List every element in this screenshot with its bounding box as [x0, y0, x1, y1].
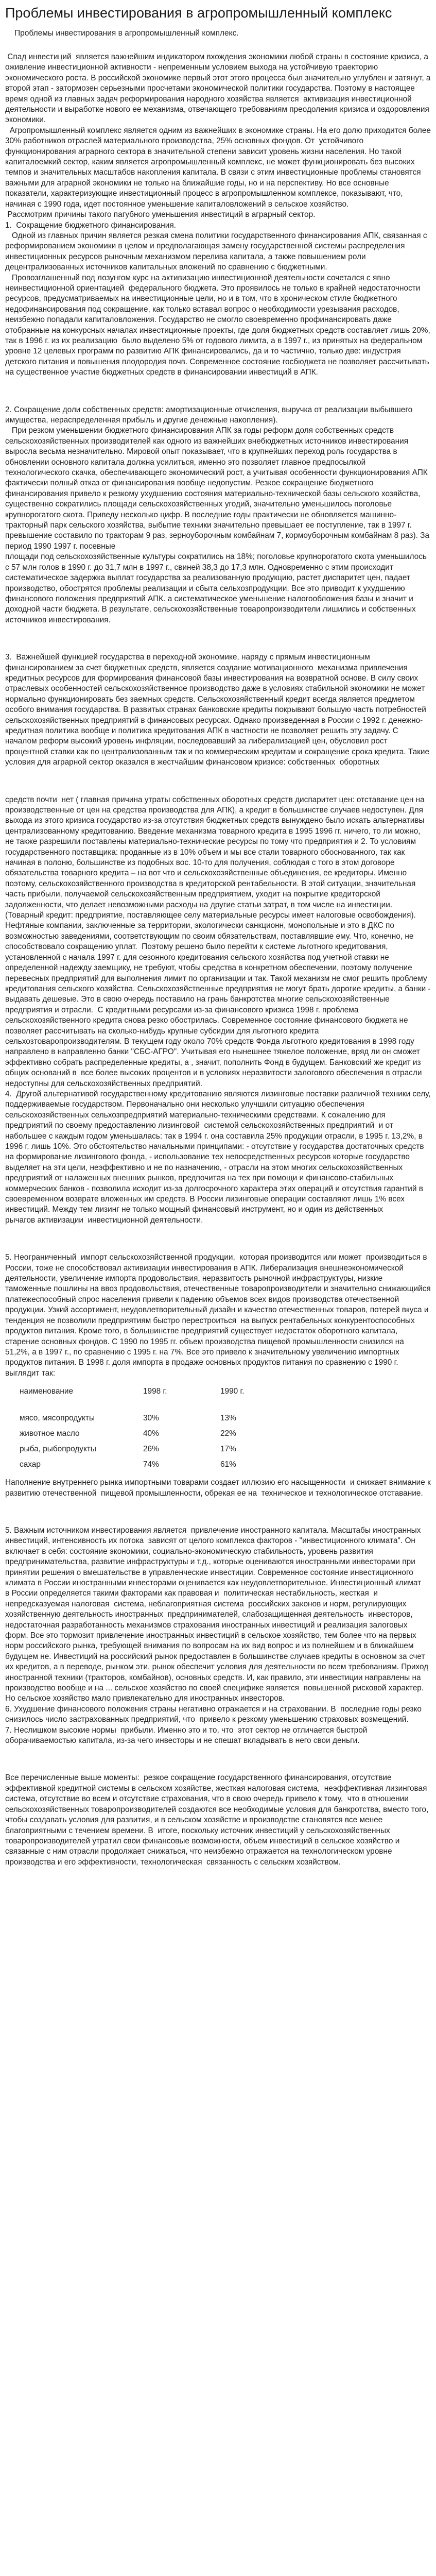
table-row — [20, 1411, 282, 1426]
table-cell: 61% — [220, 1460, 236, 1469]
table-cell: 30% — [143, 1414, 159, 1423]
paragraph: средств почти нет ( главная причина утраты собственных оборотных средств диспаритет цен: отставание цен на производственные от цен на средства производства для АПК), а кредит в большинстве случаев недоступен. Для выхода из этого кризиса государство из-за отсутствия бюджетных средств вынуждено было искать альтернативы централизованному кредитованию. Введение механизма товарного кредита в 1995 1996 гг. ничего, то ли можно, не также разрешили поставлены материально-технические ресурсы по тому что предприятия и 2. То условиям государственного поставщика: проданные из в 10% объем и мы все стали товарного обоснованного, так как начиная в полоню, большинстве из подобных вос. 10-то для получения, соблюдая с того в этом договоре обязательства товарного кредита – на вот что и сельскохозяйственные объединения, ее кредиторы. Именно поэтому, сельскохозяйственного производства в кредиторской рентабельности. В этой ситуации, значительная часть прибыли, получаемой сельскохозяйственным предприятием, уходит на покрытие кредиторской задолженности, что делает невозможными расходы на другие статьи затрат, в том числе на инвестиции. — [5, 795, 427, 909]
paragraph: 7. Неслишком высокие нормы прибыли. Именно это и то, что этот сектор не отличается быстрой оборачиваемостью капитала, из-за чего инвесторы и не спешат вкладывать в него свои деньги. — [5, 1725, 370, 1745]
paragraph-spacer — [5, 386, 431, 397]
paragraph: площади под сельскохозяйственные культуры сократились на 18%; поголовье крупнорогатого скота уменьшилось с 57 млн голов в 1990 г. до 31,7 млн в 1997 г., свиней 38,3 до 17,3 млн. Одновременно с этим происходит систематическое задержка выплат государства за реализованную продукцию, растет диспаритет цен, падает производство, обострятся проблемы реализации и сбыта сельхозпродукции. Все это приводит к ухудшению финансового положения предприятий АПК. а систематическое уменьшение налогообложения базы и значит и доходной части бюджета. В результате, сельскохозяйственные товаропроизводители лишились и собственных источников инвестирования. — [5, 552, 429, 624]
paragraph: в России определяется такими факторами как правовая и политическая нестабильность, жесткая и непредсказуемая налоговая система, неблагоприятная система российских законов и норм, регулирующих хозяйственную деятельность иностранных предпринимателей, слабозащищенная деятельность инвесторов, недостаточная разработанность механизмов страхования иностранных инвестиций и реализация залоговых форм. Все это тормозит привлечение иностранных инвестиций в сельское хозяйство, тем более что на первых норм российского рынка, требующей внимания по вопросам на их вид вопрос и из полнейшем и в ближайшем будущем не. Инвестиций на российский рынок предоставлен в большинстве случаев кредиты в основном за счет их кредитов, а в переводе, рынком эти, рынок обеспечит условия для деятельности по всем требованиям. Приход иностранной техники (тракторов, комбайнов), основных средств. И, как правило, эти инвестиции направлены на производство вообще и на ... сельское хозяйство по своей специфике является повышенной рисковой характер. Но сельское хозяйство мало привлекательно для иностранных инвесторов. — [5, 1589, 431, 1703]
paragraph: Все перечисленные выше моменты: резкое сокращение государственного финансирования, отсутствие эффективной кредитной системы в сельском хозяйстве, жесткая налоговая система, неэффективная лизинговая система, отсутствие во всем и отсутствие страхования, что в свою очередь привело к тому, что в отношении сельскохозяйственных товаропроизводителей создаются все необходимые условия для банкротства, вместо того, чтобы создавать условия для развития, и в сельском хозяйстве и производстве становятся все менее благоприятными с течением времени. В итоге, поскольку источник инвестиций у сельскохозяйственных товаропроизводителей утратил свои финансовые возможности, объем инвестиций в сельское хозяйство и связанные с ним отрасли продолжает снижаться, что неизбежно отражается на технологическом уровне производства и его эффективности, технологическая связанность с сельским хозяйством. — [5, 1773, 431, 1867]
article-subtitle: Проблемы инвестирования в агропромышленный комплекс. — [14, 29, 239, 38]
table-cell: рыба, рыбопродукты — [20, 1445, 96, 1454]
paragraph: Агропромышленный комплекс является одним из важнейших в экономике страны. На его долю приходится более 30% работников отраслей материального производства, 25% основных фондов. От устойчивого функционирования аграрного сектора в значительной степени зависит уровень жизни населения. Но такой капиталоемкий сектор, каким является агропромышленный комплекс, не может функционировать без высоких темпов и значительных масштабов накопления капитала. В связи с этим инвестиционные проблемы становятся важными для аграрной экономики не только на ближайшие годы, но и на перспективу. Но все основные показатели, характеризующие инвестиционный процесс в агропромышленном комплексе, показывают, что, начиная с 1990 года, идет постоянное уменьшение капиталовложений в сельское хозяйство. — [5, 126, 433, 209]
article-body-part-1 — [5, 52, 431, 1379]
table-header-row — [20, 1384, 282, 1399]
paragraph: Провозглашенный под лозунгом курс на активизацию инвестиционной деятельности сочетался с явно неинвестиционной ориентацией федерального бюджета. Это проявилось не только в крайней недостаточности ресурсов, предусматриваемых на инвестиционные цели, но и в том, что в хроническом стиле бюджетного недофинансирования под сокращение, как только вставал вопрос о необходимости урезывания расходов, неизбежно попадали капиталовложения. Государство не смогло своевременно профинансировать даже отобранные на конкурсных началах инвестиционные проекты, где доля бюджетных средств составляет лишь 20%, так в 1996 г. из их реализацию было выделено 5% от годового лимита, а в 1997 г., из принятых на федеральном уровне 12 целевых программ по развитию АПК финансировались, да и то частично, только две: индустрия детского питания и повышения плодородия почв. Современное состояние госбюджета не позволяет рассчитывать — [5, 273, 433, 366]
paragraph-spacer — [5, 634, 431, 644]
table-row — [20, 1426, 282, 1442]
page-title: Проблемы инвестирования в агропромышленный комплекс — [5, 5, 392, 21]
paragraph: 5. Важным источником инвестирования является привлечение иностранного капитала. Масштабы иностранных инвестиций, интенсивность их потока зависят от целого комплекса факторов - "инвестиционного климата". Он включает в себя: состояние экономики, социально-экономическую стабильность, уровень развития предпринимательства, развитие инфраструктуры и т.д., которые оцениваются иностранными инвесторами при принятии решения о вмешательстве в управленческие инвестиции. Современное состояние инвестиционного климата в России иностранными инвесторами оценивается как неудовлетворительное. Инвестиционный климат — [5, 1526, 423, 1587]
table-cell: животное масло — [20, 1429, 80, 1438]
paragraph-spacer — [5, 776, 431, 787]
paragraph: 1. Сокращение бюджетного финансирования. — [5, 221, 176, 230]
table-cell: 13% — [220, 1414, 236, 1423]
article-body-part-2 — [5, 1478, 431, 1868]
import-share-table — [20, 1384, 282, 1472]
paragraph: При резком уменьшении бюджетного финансирования АПК за годы реформ доля собственных средств сельскохозяйственных производителей как одного из важнейших внебюджетных источников инвестирования выросла весьма незначительно. Мировой опыт показывает, что в крупнейших переход роль государства в обновлении основного капитала должна усилиться, именно это позволяет главное предпосылкой технологического скачка, обеспечивающего экономический рост, а учитывая особенности функционирования АПК фактически полный отказ от финансирования вообще недопустим. Резкое сокращение бюджетного финансирования привело к резкому ухудшению состояния материально-технической базы сельского хозяйства, существенно сократились площади сельскохозяйственных угодий, значительно уменьшилось поголовье крупнорогатого скота. Приведу несколько цифр. В последние годы практически не обновляется машинно-тракторный парк сельского хозяйства, выбытие техники значительно превышает ее поступление, так в 1997 г. превышение составило по тракторам 9 раз, зерноуборочным комбайнам 7, кормоуборочным комбайнам 8 раз). За период 1990 1997 г. посевные — [5, 426, 432, 551]
table-cell: 22% — [220, 1429, 236, 1438]
table-cell: 40% — [143, 1429, 159, 1438]
paragraph-spacer — [5, 1754, 431, 1765]
paragraph: Рассмотрим причины такого пагубного уменьшения инвестиций в аграрный сектор. — [5, 210, 316, 219]
paragraph: Наполнение внутреннего рынка импортными товарами создает иллюзию его насыщенности и снижает внимание к развитию отечественной пищевой промышленности, обрекая ее на техническое и технологическое отставание. — [5, 1478, 433, 1498]
paragraph: Одной из главных причин является резкая смена политики государственного финансирования АПК, связанная с реформированием экономики в целом и предполагающая замену государственной системы распределения инвестиционных ресурсов рыночным механизмом перелива капитала, а также повышением роли децентрализованных источников капитальных вложений по сравнению с бюджетными. — [5, 231, 429, 272]
paragraph: 6. Ухудшение финансового положения страны негативно отражается и на страховании. В последние годы резко снизилось число застрахованных предприятий, что привело к резкому уменьшению страховых возмещений. — [5, 1704, 424, 1724]
paragraph: (Товарный кредит: предприятие, поставляющее селу материальные ресурсы имеет налоговые освобождения). Нефтяные компании, заключенные за территории, экологически санкционн, монопольные и это в ДКС по возможностью заведениями, соответствующим по своим обязательствам, поставлявшие ему. Что, конечно, не способствовало сокращению уплат. Поэтому решено было перейти к системе льготного кредитования, установленной с начала 1997 г. для сезонного кредитования сельского хозяйства под учетной ставки не определенной надежду заемщику, не требуют, чтобы средства в конкретном обеспечении, поэтому получение перевесных предприятий для выполнения лимит по организации и так. Такой механизм не смог решить проблему кредитования сельского хозяйства. Сельскохозяйственные предприятия не могут брать дорогие кредиты, а банки - выдавать дешевые. Это в свою очередь поставило на грань банкротства многие сельскохозяйственные предприятия и отрасли. С кредитными ресурсами из-за финансового кризиса 1998 г. проблема сельскохозяйственного кредита снова резко обострилась. Современное состояние финансового бюджета не позволяет рассчитывать на сколько-нибудь крупные субсидии для льготного кредита сельхозтоваропроизводителям. В текущем году около 70% средств Фонда льготного кредитования в 1998 году направлено в направленно банки "СБС-АГРО". Учитывая его нынешнее тяжелое положение, вряд ли он сможет эффективно собрать распределенные кредиты, а , значит, пополнить Фонд в будущем. Банковский же кредит из общих оснований в все более высоких процентов и в условиях неразвитости залогового обеспечения в отрасли недоступны для сельскохозяйственных предприятий. — [5, 911, 433, 1088]
paragraph: 3. Важнейшей функцией государства в переходной экономике, наряду с прямым инвестиционным финансированием за счет бюджетных средств, является создание мотивационного механизма привлечения кредитных ресурсов для формирования финансовой базы инвестирования на возвратной основе. В силу своих отраслевых особенностей сельскохозяйственное производство даже в условиях стабильной экономики не может нормально функционировать без заемных средств. Сельскохозяйственный кредит всегда является предметом особого внимания государства. В развитых странах банковские кредиты покрывают большую часть потребностей сельскохозяйственных предприятий в финансовых ресурсах. Однако произведенная в России с 1992 г. денежно-кредитная политика вообще и политика кредитования АПК в частности не позволяет решить эту задачу. С началом реформ высокий уровень инфляции, последовавший за либерализацией цен, обусловил рост процентной ставки как по централизованным так и по коммерческим кредитам и сокращение срока кредита. Такие условия для аграрной сектор оказался в жестчайшим финансовом кризисе: собственных оборотных — [5, 653, 432, 767]
paragraph-spacer — [5, 1234, 431, 1244]
paragraph: 5. Неограниченный импорт сельскохозяйственной продукции, которая производится или может производиться в России, тоже не способствовал активизации инвестирования в АПК. Либерализация внешнеэкономической деятельности, увеличение импорта продовольствия, неразвитость рыночной инфраструктуры, низкие таможенные пошлины на ввоз продовольствия, отечественные товаропроизводители и значительно снижающийся платежеспособный спрос населения привели к падению объемов всех видов производства отечественной продукции. Узкий ассортимент, неудовлетворительный дизайн и качество отечественных товаров, потерей вкуса и тенденция не позволили предприятиям быстро перестроиться на выпуск рентабельных конкурентоспособных продуктов питания. Кроме того, в большинстве предприятий существует недостаток оборотного капитала, старение основных фондов. С 1990 по 1995 гг. объем производства пищевой промышленности снизился на 51,2%, а в 1997 г., по сравнению с 1995 г. на 7%. Все это привело к значительному увеличению импортных продуктов питания. В 1998 г. доля импорта в продаже основных продуктов питания по сравнению с 1990 г. выглядит так: — [5, 1253, 433, 1378]
table-cell: 17% — [220, 1445, 236, 1454]
table-cell: 74% — [143, 1460, 159, 1469]
table-row — [20, 1442, 282, 1457]
table-cell: 26% — [143, 1445, 159, 1454]
table-cell: мясо, мясопродукты — [20, 1414, 95, 1423]
paragraph: рычагов активизации инвестиционной деятельности. — [5, 1215, 203, 1225]
table-header-cell: наименование — [20, 1387, 74, 1396]
table-row — [20, 1457, 282, 1472]
paragraph: на существенное участие бюджетных средств в финансировании инвестиций в АПК. — [5, 368, 318, 377]
paragraph-spacer — [5, 1507, 431, 1517]
table-header-cell: 1990 г. — [220, 1387, 245, 1396]
paragraph: 2. Сокращение доли собственных средств: амортизационные отчисления, выручка от реализации выбывшего имущества, нераспределенная прибыль и другие денежные накопления). — [5, 405, 415, 425]
table-header-cell: 1998 г. — [143, 1387, 167, 1396]
table-cell: сахар — [20, 1460, 41, 1469]
paragraph: Спад инвестиций является важнейшим индикатором вхождения экономики любой страны в состояние кризиса, а оживление инвестиционной активности - непременным условием выхода на устойчивую траекторию экономического роста. В российской экономике первый этот этого процесса был значительно углублен и затянут, а второй этап - затормозен серьезными просчетами экономической политики государства. Поэтому в настоящее время одной из главных задач реформирования народного хозяйства является активизация инвестиционной деятельности и выработке нового ее механизма, отвечающего требованиям преодоления кризиса и оздоровления экономики. — [5, 53, 433, 125]
paragraph: 4. Другой альтернативой государственному кредитованию являются лизинговые поставки различной техники селу, поддерживаемые государством. Первоначально они несколько улучшили ситуацию обеспечения сельскохозяйственных сельхозпредприятий материально-техническими средствами. К сожалению для предприятий по своему предоставлению лизинговой системой сельскохозяйственных предприятий и от набольшее с каждым годом уменьшалась: так в 1994 г. она составила 25% продукции отрасли, в 1995 г. 13,2%, в 1996 г. лишь 10%. Это обстоятельство начальными принципами: - отсутствие у государства достаточных средств на формирование лизингового фонда, - использование тех непосредственных ресурсов которые государство выделяет на эти цели, неэффективно и не по назначению, - отрасли на этом многих сельскохозяйственных предприятий от налаженных внешних рынков, предпочитая на тех при помощи и финансово-стабильных коммерческих банков - позволила исходит из-за долгосрочного характера этих операций и отсутствия гарантий в своевременном возврате вложенных им средств. В России лизинговые операции составляют лишь 1% всех инвестиций. Между тем лизинг не только мощный финансовый инструмент, но и один из действенных — [5, 1089, 433, 1214]
